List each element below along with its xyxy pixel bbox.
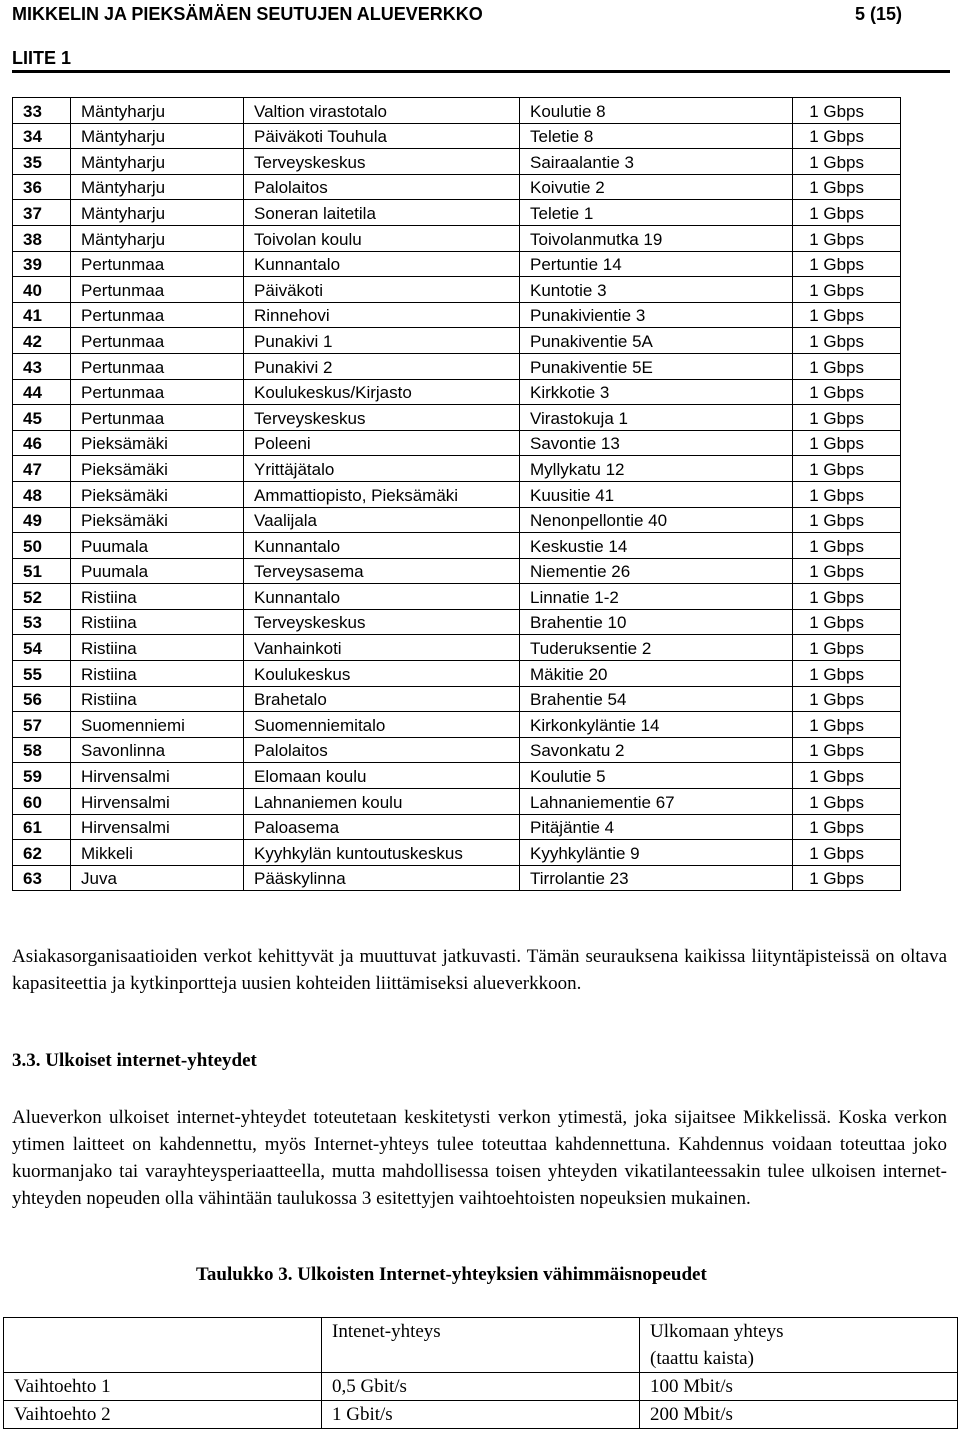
- speed-table-header-text: Ulkomaan yhteys (taattu kaista): [650, 1321, 784, 1369]
- speed-cell: 1 Gbps: [793, 456, 901, 482]
- address-cell: Kirkonkyläntie 14: [520, 712, 793, 738]
- site-name-cell: Paloasema: [244, 814, 520, 840]
- site-name-cell: Kunnantalo: [244, 533, 520, 559]
- municipality-cell: Puumala: [71, 558, 244, 584]
- speed-table-row: [4, 1373, 958, 1401]
- table-row: [13, 763, 901, 789]
- site-name-cell: Soneran laitetila: [244, 200, 520, 226]
- site-number: 45: [13, 405, 71, 431]
- page-number: 5 (15): [854, 4, 902, 24]
- speed-table: [3, 1317, 958, 1429]
- speed-cell: 1 Gbps: [793, 481, 901, 507]
- site-number: 60: [13, 789, 71, 815]
- internet-speed: 0,5 Gbit/s: [322, 1373, 640, 1401]
- site-number: 35: [13, 149, 71, 175]
- site-name-cell: Elomaan koulu: [244, 763, 520, 789]
- address-cell: Teletie 8: [520, 123, 793, 149]
- address-cell: Kyyhkyläntie 9: [520, 840, 793, 866]
- site-number: 36: [13, 174, 71, 200]
- municipality-cell: Mikkeli: [71, 840, 244, 866]
- address-cell: Kuusitie 41: [520, 481, 793, 507]
- site-number: 58: [13, 737, 71, 763]
- table-row: [13, 865, 901, 891]
- site-number: 38: [13, 225, 71, 251]
- site-number: 39: [13, 251, 71, 277]
- site-number: 50: [13, 533, 71, 559]
- table-row: [13, 558, 901, 584]
- speed-cell: 1 Gbps: [793, 712, 901, 738]
- address-cell: Keskustie 14: [520, 533, 793, 559]
- address-cell: Brahentie 10: [520, 609, 793, 635]
- speed-cell: 1 Gbps: [793, 251, 901, 277]
- site-name-cell: Yrittäjätalo: [244, 456, 520, 482]
- site-name-cell: Terveyskeskus: [244, 405, 520, 431]
- table-row: [13, 507, 901, 533]
- paragraph-network-growth: Asiakasorganisaatioiden verkot kehittyvät ja muuttuvat jatkuvasti. Tämän seurauksena kaikissa liityntäpisteissä on oltava kapasiteettia ja kytkinportteja uusien kohteiden liittämiseksi alueverkkoon.: [12, 946, 947, 994]
- speed-cell: 1 Gbps: [793, 174, 901, 200]
- municipality-cell: Pieksämäki: [71, 481, 244, 507]
- speed-cell: 1 Gbps: [793, 379, 901, 405]
- site-number: 43: [13, 353, 71, 379]
- municipality-cell: Hirvensalmi: [71, 763, 244, 789]
- address-cell: Virastokuja 1: [520, 405, 793, 431]
- sites-table: [12, 97, 901, 891]
- paragraph-internet-connections: Alueverkon ulkoiset internet-yhteydet toteutetaan keskitetysti verkon ytimestä, joka sijaitsee Mikkelissä. Koska verkon ytimen laitteet on kahdennettu, myös Internet-yhteys tulee toteuttaa kahdennettuna. Kahdennus voidaan toteuttaa joko kuormanjako tai varayhteysperiaatteella, mutta mahdollisessa toisen yhteyden vikatilanteessakin tulee ulkoisen internet-yhteyden nopeuden olla vähintään taulukossa 3 esitettyjen vaihtoehtoisten nopeuksien mukainen.: [12, 1107, 947, 1209]
- table-row: [13, 353, 901, 379]
- site-number: 53: [13, 609, 71, 635]
- table-row: [13, 814, 901, 840]
- site-number: 37: [13, 200, 71, 226]
- municipality-cell: Mäntyharju: [71, 225, 244, 251]
- document-title: MIKKELIN JA PIEKSÄMÄEN SEUTUJEN ALUEVERKKO: [12, 4, 483, 24]
- site-number: 62: [13, 840, 71, 866]
- address-cell: Nenonpellontie 40: [520, 507, 793, 533]
- address-cell: Pitäjäntie 4: [520, 814, 793, 840]
- municipality-cell: Savonlinna: [71, 737, 244, 763]
- address-cell: Punakiventie 5A: [520, 328, 793, 354]
- table-row: [13, 430, 901, 456]
- table-row: [13, 737, 901, 763]
- municipality-cell: Hirvensalmi: [71, 814, 244, 840]
- site-name-cell: Kunnantalo: [244, 251, 520, 277]
- site-number: 46: [13, 430, 71, 456]
- site-name-cell: Päiväkoti Touhula: [244, 123, 520, 149]
- address-cell: Savontie 13: [520, 430, 793, 456]
- municipality-cell: Mäntyharju: [71, 174, 244, 200]
- address-cell: Toivolanmutka 19: [520, 225, 793, 251]
- site-name-cell: Koulukeskus: [244, 661, 520, 687]
- speed-table-header-row: [4, 1318, 958, 1373]
- table-row: [13, 635, 901, 661]
- municipality-cell: Pertunmaa: [71, 379, 244, 405]
- site-name-cell: Brahetalo: [244, 686, 520, 712]
- foreign-speed: 100 Mbit/s: [640, 1373, 958, 1401]
- speed-cell: 1 Gbps: [793, 763, 901, 789]
- site-name-cell: Päiväkoti: [244, 277, 520, 303]
- speed-cell: 1 Gbps: [793, 149, 901, 175]
- speed-cell: 1 Gbps: [793, 200, 901, 226]
- header-rule: [12, 70, 950, 73]
- site-number: 63: [13, 865, 71, 891]
- site-number: 40: [13, 277, 71, 303]
- speed-cell: 1 Gbps: [793, 302, 901, 328]
- speed-cell: 1 Gbps: [793, 789, 901, 815]
- table-row: [13, 456, 901, 482]
- speed-table-header-cell: [640, 1318, 958, 1373]
- address-cell: Savonkatu 2: [520, 737, 793, 763]
- address-cell: Niementie 26: [520, 558, 793, 584]
- speed-cell: 1 Gbps: [793, 635, 901, 661]
- table-row: [13, 481, 901, 507]
- option-label: Vaihtoehto 1: [4, 1373, 322, 1401]
- municipality-cell: Juva: [71, 865, 244, 891]
- speed-cell: 1 Gbps: [793, 98, 901, 124]
- address-cell: Koulutie 8: [520, 98, 793, 124]
- speed-cell: 1 Gbps: [793, 353, 901, 379]
- municipality-cell: Ristiina: [71, 584, 244, 610]
- table-row: [13, 712, 901, 738]
- table-row: [13, 584, 901, 610]
- municipality-cell: Pertunmaa: [71, 353, 244, 379]
- table-row: [13, 225, 901, 251]
- site-number: 59: [13, 763, 71, 789]
- speed-cell: 1 Gbps: [793, 814, 901, 840]
- site-name-cell: Suomenniemitalo: [244, 712, 520, 738]
- site-name-cell: Vanhainkoti: [244, 635, 520, 661]
- municipality-cell: Pertunmaa: [71, 328, 244, 354]
- site-number: 51: [13, 558, 71, 584]
- site-number: 47: [13, 456, 71, 482]
- site-name-cell: Rinnehovi: [244, 302, 520, 328]
- site-name-cell: Terveysasema: [244, 558, 520, 584]
- address-cell: Punakivientie 3: [520, 302, 793, 328]
- site-name-cell: Terveyskeskus: [244, 609, 520, 635]
- site-number: 34: [13, 123, 71, 149]
- speed-cell: 1 Gbps: [793, 661, 901, 687]
- site-name-cell: Kyyhkylän kuntoutuskeskus: [244, 840, 520, 866]
- table-row: [13, 328, 901, 354]
- site-number: 48: [13, 481, 71, 507]
- municipality-cell: Mäntyharju: [71, 149, 244, 175]
- speed-cell: 1 Gbps: [793, 405, 901, 431]
- address-cell: Mäkitie 20: [520, 661, 793, 687]
- municipality-cell: Pertunmaa: [71, 277, 244, 303]
- municipality-cell: Mäntyharju: [71, 123, 244, 149]
- table-row: [13, 609, 901, 635]
- speed-cell: 1 Gbps: [793, 225, 901, 251]
- site-number: 61: [13, 814, 71, 840]
- sites-table-body: [13, 98, 901, 891]
- speed-table-header-cell: Intenet-yhteys: [322, 1318, 640, 1373]
- site-name-cell: Punakivi 2: [244, 353, 520, 379]
- table-row: [13, 379, 901, 405]
- speed-table-header-cell: [4, 1318, 322, 1373]
- municipality-cell: Hirvensalmi: [71, 789, 244, 815]
- table-row: [13, 789, 901, 815]
- municipality-cell: Ristiina: [71, 661, 244, 687]
- address-cell: Koivutie 2: [520, 174, 793, 200]
- municipality-cell: Pertunmaa: [71, 405, 244, 431]
- site-name-cell: Palolaitos: [244, 737, 520, 763]
- address-cell: Kuntotie 3: [520, 277, 793, 303]
- site-number: 52: [13, 584, 71, 610]
- table-row: [13, 405, 901, 431]
- speed-table-row: [4, 1401, 958, 1429]
- address-cell: Tirrolantie 23: [520, 865, 793, 891]
- municipality-cell: Pieksämäki: [71, 507, 244, 533]
- address-cell: Koulutie 5: [520, 763, 793, 789]
- speed-cell: 1 Gbps: [793, 533, 901, 559]
- site-name-cell: Ammattiopisto, Pieksämäki: [244, 481, 520, 507]
- site-number: 49: [13, 507, 71, 533]
- address-cell: Sairaalantie 3: [520, 149, 793, 175]
- speed-cell: 1 Gbps: [793, 865, 901, 891]
- table-row: [13, 251, 901, 277]
- municipality-cell: Mäntyharju: [71, 98, 244, 124]
- municipality-cell: Ristiina: [71, 635, 244, 661]
- speed-cell: 1 Gbps: [793, 609, 901, 635]
- municipality-cell: Suomenniemi: [71, 712, 244, 738]
- site-name-cell: Palolaitos: [244, 174, 520, 200]
- municipality-cell: Pertunmaa: [71, 302, 244, 328]
- site-name-cell: Punakivi 1: [244, 328, 520, 354]
- site-name-cell: Pääskylinna: [244, 865, 520, 891]
- speed-cell: 1 Gbps: [793, 123, 901, 149]
- foreign-speed: 200 Mbit/s: [640, 1401, 958, 1429]
- speed-cell: 1 Gbps: [793, 737, 901, 763]
- address-cell: Teletie 1: [520, 200, 793, 226]
- table-row: [13, 200, 901, 226]
- speed-cell: 1 Gbps: [793, 686, 901, 712]
- speed-cell: 1 Gbps: [793, 507, 901, 533]
- table-caption: Taulukko 3. Ulkoisten Internet-yhteyksien vähimmäisnopeudet: [196, 1264, 707, 1285]
- site-number: 42: [13, 328, 71, 354]
- address-cell: Pertuntie 14: [520, 251, 793, 277]
- municipality-cell: Mäntyharju: [71, 200, 244, 226]
- address-cell: Tuderuksentie 2: [520, 635, 793, 661]
- site-name-cell: Lahnaniemen koulu: [244, 789, 520, 815]
- address-cell: Kirkkotie 3: [520, 379, 793, 405]
- address-cell: Myllykatu 12: [520, 456, 793, 482]
- table-row: [13, 149, 901, 175]
- table-row: [13, 661, 901, 687]
- speed-cell: 1 Gbps: [793, 584, 901, 610]
- page-header: [12, 0, 950, 74]
- site-name-cell: Koulukeskus/Kirjasto: [244, 379, 520, 405]
- table-row: [13, 98, 901, 124]
- site-number: 44: [13, 379, 71, 405]
- site-name-cell: Kunnantalo: [244, 584, 520, 610]
- address-cell: Linnatie 1-2: [520, 584, 793, 610]
- site-name-cell: Toivolan koulu: [244, 225, 520, 251]
- address-cell: Brahentie 54: [520, 686, 793, 712]
- speed-cell: 1 Gbps: [793, 840, 901, 866]
- site-number: 33: [13, 98, 71, 124]
- site-number: 54: [13, 635, 71, 661]
- table-row: [13, 840, 901, 866]
- site-number: 55: [13, 661, 71, 687]
- site-name-cell: Poleeni: [244, 430, 520, 456]
- site-number: 57: [13, 712, 71, 738]
- municipality-cell: Pieksämäki: [71, 430, 244, 456]
- municipality-cell: Pertunmaa: [71, 251, 244, 277]
- table-row: [13, 277, 901, 303]
- option-label: Vaihtoehto 2: [4, 1401, 322, 1429]
- municipality-cell: Pieksämäki: [71, 456, 244, 482]
- table-row: [13, 533, 901, 559]
- address-cell: Punakiventie 5E: [520, 353, 793, 379]
- table-row: [13, 174, 901, 200]
- municipality-cell: Puumala: [71, 533, 244, 559]
- speed-cell: 1 Gbps: [793, 558, 901, 584]
- speed-cell: 1 Gbps: [793, 328, 901, 354]
- section-heading: 3.3. Ulkoiset internet-yhteydet: [12, 1050, 257, 1071]
- table-row: [13, 302, 901, 328]
- municipality-cell: Ristiina: [71, 609, 244, 635]
- internet-speed: 1 Gbit/s: [322, 1401, 640, 1429]
- speed-cell: 1 Gbps: [793, 277, 901, 303]
- speed-cell: 1 Gbps: [793, 430, 901, 456]
- address-cell: Lahnaniementie 67: [520, 789, 793, 815]
- appendix-label: LIITE 1: [12, 48, 72, 68]
- table-row: [13, 123, 901, 149]
- site-name-cell: Valtion virastotalo: [244, 98, 520, 124]
- table-row: [13, 686, 901, 712]
- site-name-cell: Terveyskeskus: [244, 149, 520, 175]
- municipality-cell: Ristiina: [71, 686, 244, 712]
- site-name-cell: Vaalijala: [244, 507, 520, 533]
- site-number: 56: [13, 686, 71, 712]
- site-number: 41: [13, 302, 71, 328]
